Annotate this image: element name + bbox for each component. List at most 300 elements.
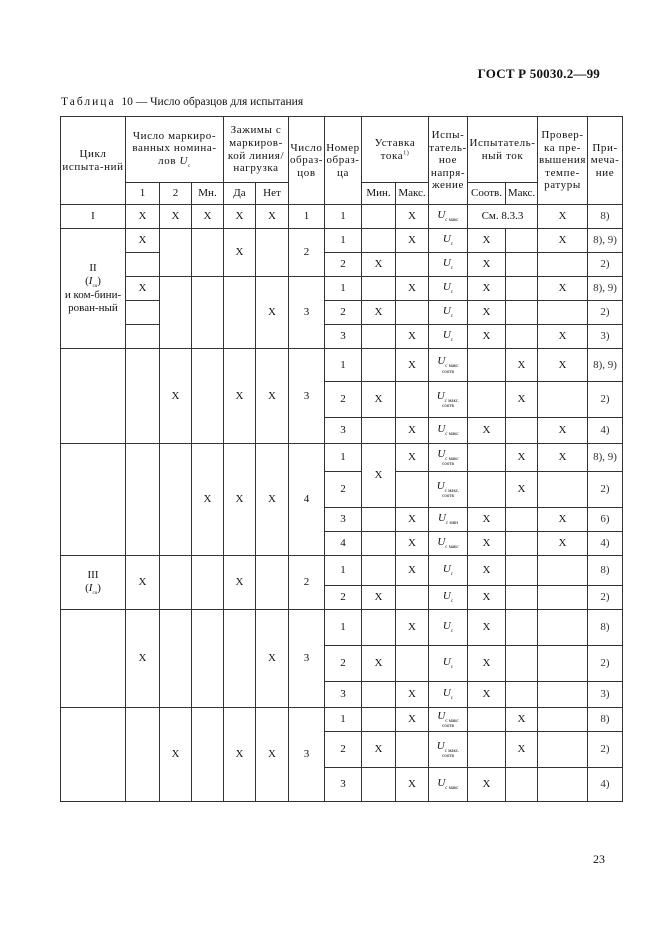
sample-number: 1 [325, 277, 362, 301]
voltage-symbol [443, 591, 453, 604]
voltage-cell [429, 708, 468, 732]
sample-count: 2 [289, 229, 325, 277]
mark-x: X [538, 325, 588, 349]
voltage-symbol [437, 449, 458, 462]
voltage-symbol [437, 741, 460, 754]
voltage-cell [429, 532, 468, 556]
voltage-symbol [437, 537, 458, 550]
sub-setting-min: Мин. [362, 183, 396, 205]
empty-cell [192, 277, 224, 349]
voltage-sub-corr: соотв [442, 462, 454, 468]
sample-number: 2 [325, 586, 362, 610]
u-sub: c [450, 338, 454, 344]
note-cell: 8) [588, 556, 623, 586]
caption-label: Таблица [61, 96, 116, 108]
voltage-symbol [437, 778, 458, 791]
empty-cell [126, 444, 160, 556]
sample-number: 2 [325, 646, 362, 682]
voltage-sub-corr: соотв [442, 754, 454, 760]
empty-cell [506, 253, 538, 277]
mark-x: X [468, 586, 506, 610]
mark-x: X [396, 325, 429, 349]
empty-cell [538, 556, 588, 586]
voltage-symbol [437, 391, 460, 404]
empty-cell [61, 349, 126, 444]
table-row [61, 556, 623, 586]
u-sub: c макс [445, 457, 459, 463]
mark-x: X [538, 532, 588, 556]
empty-cell [538, 708, 588, 732]
note-cell: 8) [588, 205, 623, 229]
cycle-ii-current: $(I_{cu})$ [85, 275, 101, 290]
sample-number: 3 [325, 682, 362, 708]
table-row [61, 253, 623, 277]
empty-cell [61, 708, 126, 802]
u: U [442, 329, 451, 342]
sample-number: 2 [325, 301, 362, 325]
u-sub: c [450, 266, 454, 272]
empty-cell [506, 277, 538, 301]
mark-x: X [224, 556, 256, 610]
mark-x: X [468, 682, 506, 708]
mark-x: X [396, 205, 429, 229]
u: U [437, 536, 446, 549]
empty-cell [506, 301, 538, 325]
note-cell: 4) [588, 532, 623, 556]
empty-cell [362, 556, 396, 586]
samples-table [60, 116, 623, 802]
sample-count: 4 [289, 444, 325, 556]
voltage-symbol [443, 621, 453, 634]
mark-x: X [396, 508, 429, 532]
sample-number: 1 [325, 205, 362, 229]
empty-cell [468, 708, 506, 732]
mark-x: X [538, 508, 588, 532]
note-cell: 8), 9) [588, 349, 623, 382]
voltage-cell [429, 277, 468, 301]
mark-x: X [396, 556, 429, 586]
voltage-symbol [437, 356, 458, 369]
u: U [437, 447, 446, 460]
sub-marked-2: 2 [160, 183, 192, 205]
voltage-cell [429, 556, 468, 586]
u: U [442, 233, 451, 246]
mark-x: X [538, 418, 588, 444]
u: U [442, 281, 451, 294]
u-sub: c [450, 242, 454, 248]
empty-cell [506, 610, 538, 646]
cycle-ii-symbol [89, 276, 97, 289]
voltage-cell [429, 586, 468, 610]
empty-cell [362, 682, 396, 708]
mark-x: X [256, 349, 289, 444]
header-setting [362, 117, 429, 183]
mark-x: X [256, 205, 289, 229]
empty-cell [61, 610, 126, 708]
voltage-cell [429, 301, 468, 325]
u-sub: c макс [445, 432, 459, 438]
empty-cell [506, 768, 538, 802]
mark-x: X [160, 205, 192, 229]
mark-x: X [126, 205, 160, 229]
u: U [436, 479, 445, 492]
mark-x: X [362, 586, 396, 610]
empty-cell [362, 349, 396, 382]
sample-count: 1 [289, 205, 325, 229]
i-sub: cu [92, 284, 98, 290]
header-marked-symbol [179, 156, 190, 169]
empty-cell [126, 253, 160, 277]
cycle-i: I [61, 205, 126, 229]
sub-marked-multiple: Мн. [192, 183, 224, 205]
u: U [442, 687, 451, 700]
document-header: ГОСТ Р 50030.2—99 [477, 66, 600, 81]
sub-clamps-no: Нет [256, 183, 289, 205]
u: U [436, 389, 445, 402]
sample-number: 1 [325, 444, 362, 472]
mark-x: X [224, 205, 256, 229]
marked-sub: c [188, 164, 191, 170]
note-cell: 2) [588, 253, 623, 277]
voltage-cell [429, 472, 468, 508]
header-voltage: Испы-татель-ное напря-жение [429, 117, 468, 205]
i: I [88, 581, 93, 594]
empty-cell [506, 508, 538, 532]
table-row [61, 277, 623, 301]
empty-cell [396, 472, 429, 508]
u: U [442, 305, 451, 318]
voltage-cell [429, 610, 468, 646]
empty-cell [362, 205, 396, 229]
mark-x: X [160, 349, 192, 444]
u-sub: c макс [445, 719, 459, 725]
table-row [61, 708, 623, 732]
header-marked [126, 117, 224, 183]
table-row [61, 325, 623, 349]
empty-cell [538, 472, 588, 508]
sample-count: 3 [289, 349, 325, 444]
empty-cell [362, 325, 396, 349]
mark-x: X [468, 646, 506, 682]
header-number: Номер образ-ца [325, 117, 362, 205]
mark-x: X [126, 556, 160, 610]
voltage-cell [429, 418, 468, 444]
mark-x: X [126, 229, 160, 253]
sample-count: 3 [289, 708, 325, 802]
empty-cell [362, 508, 396, 532]
mark-x: X [396, 610, 429, 646]
voltage-cell [429, 646, 468, 682]
mark-x: X [160, 708, 192, 802]
cycle-ii-label: II [89, 262, 97, 275]
header-setting-text: Уставка тока [374, 136, 416, 162]
voltage-symbol [443, 330, 453, 343]
empty-cell [362, 610, 396, 646]
voltage-sub-corr: соотв [442, 494, 454, 500]
mark-x: X [396, 418, 429, 444]
u-sub: c [450, 629, 454, 635]
mark-x: X [396, 444, 429, 472]
u: U [437, 709, 446, 722]
header-setting-footnote: 1) [403, 149, 410, 156]
sample-number: 1 [325, 708, 362, 732]
header-notes: При-меча-ние [588, 117, 623, 205]
note-cell: 3) [588, 325, 623, 349]
empty-cell [362, 229, 396, 253]
empty-cell [362, 277, 396, 301]
u-sub: c макс [445, 786, 459, 792]
mark-x: X [224, 349, 256, 444]
empty-cell [362, 532, 396, 556]
voltage-symbol [437, 481, 460, 494]
empty-cell [506, 532, 538, 556]
empty-cell [396, 732, 429, 768]
empty-cell [538, 253, 588, 277]
mark-x: X [506, 382, 538, 418]
sample-number: 1 [325, 229, 362, 253]
note-cell: 2) [588, 646, 623, 682]
table-row [61, 205, 623, 229]
mark-x: X [362, 444, 396, 508]
empty-cell [506, 586, 538, 610]
u: U [442, 563, 451, 576]
empty-cell [160, 229, 192, 277]
mark-x: X [468, 277, 506, 301]
empty-cell [396, 646, 429, 682]
table-row [61, 444, 623, 472]
voltage-cell [429, 768, 468, 802]
mark-x: X [468, 556, 506, 586]
mark-x: X [468, 325, 506, 349]
u: U [437, 209, 446, 222]
empty-cell [506, 229, 538, 253]
note-cell: 4) [588, 768, 623, 802]
empty-cell [224, 610, 256, 708]
i: I [88, 275, 93, 288]
u: U [438, 512, 446, 525]
empty-cell [192, 349, 224, 444]
u: U [437, 355, 446, 368]
voltage-symbol [443, 564, 453, 577]
voltage-sub-corr: соотв [442, 724, 454, 730]
page-number: 23 [593, 852, 605, 866]
mark-x: X [506, 472, 538, 508]
mark-x: X [396, 708, 429, 732]
mark-x: X [256, 277, 289, 349]
mark-x: X [468, 532, 506, 556]
empty-cell [362, 418, 396, 444]
sample-count: 2 [289, 556, 325, 610]
i-sub: cu [92, 590, 98, 596]
empty-cell [468, 382, 506, 418]
empty-cell [396, 301, 429, 325]
mark-x: X [362, 646, 396, 682]
mark-x: X [224, 708, 256, 802]
empty-cell [224, 277, 256, 349]
sample-number: 1 [325, 610, 362, 646]
voltage-cell [429, 205, 468, 229]
empty-cell [538, 586, 588, 610]
mark-x: X [396, 768, 429, 802]
empty-cell [538, 682, 588, 708]
mark-x: X [396, 682, 429, 708]
u-sub: c [450, 572, 454, 578]
sub-clamps-yes: Да [224, 183, 256, 205]
voltage-symbol [438, 513, 458, 526]
mark-x: X [468, 418, 506, 444]
voltage-cell [429, 253, 468, 277]
voltage-cell [429, 444, 468, 472]
header-current: Испытатель-ный ток [468, 117, 538, 183]
empty-cell [468, 444, 506, 472]
sample-number: 2 [325, 732, 362, 768]
mark-x: X [396, 349, 429, 382]
sub-current-max: Макс. [506, 183, 538, 205]
u: U [442, 257, 451, 270]
voltage-symbol [443, 282, 453, 295]
empty-cell [160, 556, 192, 610]
mark-x: X [396, 277, 429, 301]
u-sub: c [450, 696, 454, 702]
sample-number: 4 [325, 532, 362, 556]
empty-cell [126, 349, 160, 444]
voltage-symbol [437, 711, 458, 724]
mark-x: X [506, 732, 538, 768]
mark-x: X [538, 444, 588, 472]
u-sub: c [450, 290, 454, 296]
empty-cell [538, 382, 588, 418]
voltage-cell [429, 382, 468, 418]
u: U [442, 620, 451, 633]
mark-x: X [126, 277, 160, 301]
empty-cell [256, 229, 289, 277]
mark-x: X [506, 708, 538, 732]
note-cell: 8), 9) [588, 444, 623, 472]
table-row [61, 229, 623, 253]
u-sub: c макс. [444, 489, 460, 495]
u-sub: c макс [445, 218, 459, 224]
note-cell: 8) [588, 610, 623, 646]
empty-cell [61, 444, 126, 556]
note-cell: 2) [588, 301, 623, 325]
empty-cell [506, 325, 538, 349]
voltage-symbol [437, 424, 458, 437]
mark-x: X [256, 444, 289, 556]
u-sub: c макс. [444, 399, 460, 405]
note-cell: 4) [588, 418, 623, 444]
table-row [61, 610, 623, 646]
empty-cell [538, 610, 588, 646]
u-sub: c [450, 599, 454, 605]
sample-number: 2 [325, 253, 362, 277]
mark-x: X [362, 732, 396, 768]
u: U [436, 739, 445, 752]
empty-cell [506, 418, 538, 444]
mark-x: X [538, 205, 588, 229]
sample-number: 3 [325, 418, 362, 444]
header-cycle: Цикл испыта-ний [61, 117, 126, 205]
sample-count: 3 [289, 610, 325, 708]
empty-cell [362, 768, 396, 802]
cycle-ii [61, 229, 126, 349]
voltage-cell [429, 508, 468, 532]
mark-x: X [538, 229, 588, 253]
table-row [61, 349, 623, 382]
mark-x: X [256, 610, 289, 708]
header-samples: Число образ-цов [289, 117, 325, 205]
u: U [437, 423, 446, 436]
mark-x: X [224, 229, 256, 277]
voltage-symbol [443, 657, 453, 670]
mark-x: X [256, 708, 289, 802]
voltage-cell [429, 349, 468, 382]
voltage-cell [429, 682, 468, 708]
voltage-sub-corr: соотв [442, 404, 454, 410]
empty-cell [506, 646, 538, 682]
sample-number: 3 [325, 768, 362, 802]
voltage-symbol [443, 258, 453, 271]
mark-x: X [538, 349, 588, 382]
voltage-cell [429, 732, 468, 768]
header-clamps: Зажимы с маркиров-кой линия/нагрузка [224, 117, 289, 183]
note-cell: 3) [588, 682, 623, 708]
sample-number: 3 [325, 508, 362, 532]
voltage-symbol [443, 306, 453, 319]
u-sub: c макс [445, 364, 459, 370]
header-marked-text: Число маркиро-ванных номина-лов [132, 129, 217, 168]
empty-cell [160, 277, 192, 349]
note-cell: 8), 9) [588, 277, 623, 301]
empty-cell [126, 708, 160, 802]
sub-current-corr: Соотв. [468, 183, 506, 205]
sample-number: 1 [325, 556, 362, 586]
mark-x: X [362, 382, 396, 418]
empty-cell [126, 325, 160, 349]
sample-number: 3 [325, 325, 362, 349]
sub-setting-max: Макс. [396, 183, 429, 205]
mark-x: X [468, 508, 506, 532]
mark-x: X [468, 610, 506, 646]
u: U [437, 777, 446, 790]
voltage-symbol [437, 210, 458, 223]
u-sub: c мин [445, 521, 458, 527]
marked-sym: U [179, 155, 189, 168]
mark-x: X [192, 444, 224, 556]
u: U [442, 590, 451, 603]
mark-x: X [468, 253, 506, 277]
mark-x: X [362, 301, 396, 325]
header-row-1 [61, 117, 623, 183]
empty-cell [506, 556, 538, 586]
reference-cell: См. 8.3.3 [468, 205, 538, 229]
mark-x: X [192, 205, 224, 229]
empty-cell [396, 382, 429, 418]
sample-number: 2 [325, 382, 362, 418]
mark-x: X [224, 444, 256, 556]
u-sub: c макс. [444, 749, 460, 755]
mark-x: X [468, 229, 506, 253]
mark-x: X [126, 610, 160, 708]
empty-cell [160, 444, 192, 556]
empty-cell [538, 646, 588, 682]
mark-x: X [506, 444, 538, 472]
mark-x: X [538, 277, 588, 301]
empty-cell [538, 768, 588, 802]
empty-cell [396, 253, 429, 277]
empty-cell [192, 610, 224, 708]
note-cell: 8) [588, 708, 623, 732]
sample-count: 3 [289, 277, 325, 349]
